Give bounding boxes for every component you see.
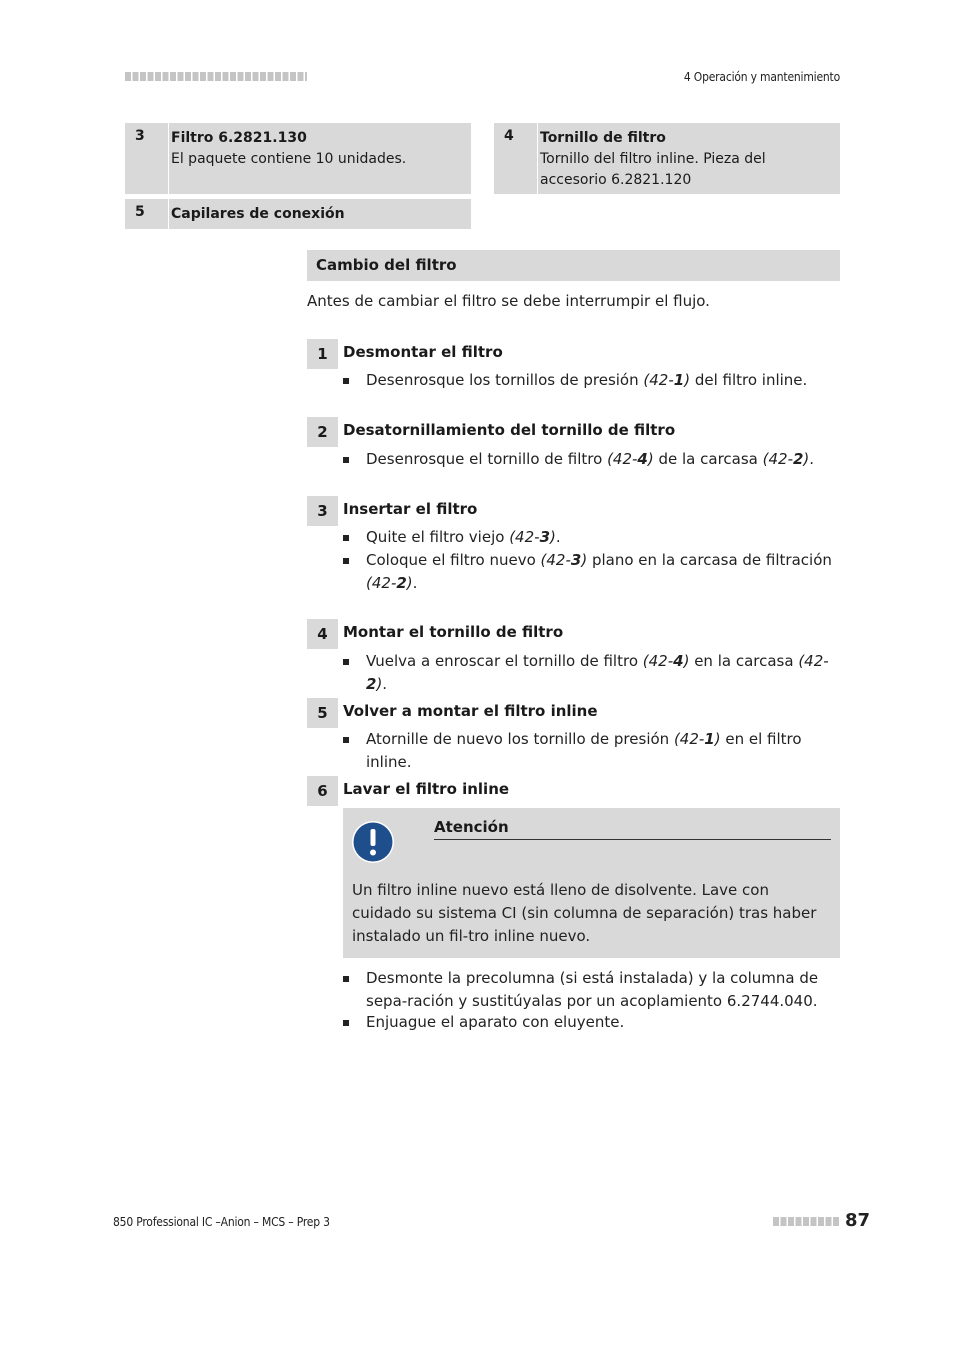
header-decoration bbox=[125, 72, 307, 81]
step-title: Insertar el filtro bbox=[343, 500, 478, 518]
bullet-square-icon bbox=[343, 378, 349, 384]
legend-title: Tornillo de filtro bbox=[540, 130, 666, 146]
step-number: 1 bbox=[307, 339, 338, 369]
step-title: Volver a montar el filtro inline bbox=[343, 702, 598, 720]
bullet-square-icon bbox=[343, 535, 349, 541]
footer-product: 850 Professional IC –Anion – MCS – Prep 3 bbox=[113, 1215, 330, 1229]
legend-title: Filtro 6.2821.130 bbox=[171, 130, 307, 146]
legend-item bbox=[125, 199, 471, 229]
bullet-square-icon bbox=[343, 659, 349, 665]
step-bullet: Coloque el filtro nuevo (42-3) plano en la carcasa de filtración (42-2). bbox=[343, 549, 833, 595]
step-bullet: Quite el filtro viejo (42-3). bbox=[343, 526, 843, 549]
step-bullet: Desmonte la precolumna (si está instalada) y la columna de sepa-ración y sustitúyalas por un acoplamiento 6.2744.040. bbox=[343, 967, 836, 1013]
legend-number: 3 bbox=[125, 123, 169, 194]
chapter-title: 4 Operación y mantenimiento bbox=[683, 70, 840, 84]
footer-decoration bbox=[773, 1217, 839, 1226]
step-number: 6 bbox=[307, 776, 338, 806]
step-number: 3 bbox=[307, 496, 338, 526]
bullet-square-icon bbox=[343, 558, 349, 564]
step-number: 5 bbox=[307, 698, 338, 728]
step-title: Desmontar el filtro bbox=[343, 343, 503, 361]
warning-note bbox=[343, 808, 840, 958]
bullet-square-icon bbox=[343, 737, 349, 743]
legend-title: Capilares de conexión bbox=[171, 206, 345, 222]
step-number: 4 bbox=[307, 619, 338, 649]
bullet-square-icon bbox=[343, 976, 349, 982]
legend-number: 5 bbox=[125, 199, 169, 229]
legend-item bbox=[125, 123, 471, 194]
bullet-square-icon bbox=[343, 457, 349, 463]
section-heading bbox=[307, 250, 840, 281]
legend-description: Tornillo del filtro inline. Pieza del accesorio 6.2821.120 bbox=[540, 151, 766, 188]
step-bullet: Vuelva a enroscar el tornillo de filtro (42-4) en la carcasa (42-2). bbox=[343, 650, 843, 696]
step-title: Montar el tornillo de filtro bbox=[343, 623, 564, 641]
step-number: 2 bbox=[307, 417, 338, 447]
legend-description: El paquete contiene 10 unidades. bbox=[171, 151, 407, 167]
section-intro: Antes de cambiar el filtro se debe interrumpir el flujo. bbox=[307, 292, 710, 310]
note-body: Un filtro inline nuevo está lleno de disolvente. Lave con cuidado su sistema CI (sin columna de separación) tras haber instalado un fil-tro inline nuevo. bbox=[352, 881, 817, 945]
step-bullet: Desenrosque los tornillos de presión (42-1) del filtro inline. bbox=[343, 369, 843, 392]
exclamation-icon bbox=[351, 820, 395, 864]
note-title: Atención bbox=[434, 818, 831, 840]
page-number: 87 bbox=[845, 1210, 871, 1231]
legend-item bbox=[494, 123, 840, 194]
step-title: Desatornillamiento del tornillo de filtro bbox=[343, 421, 676, 439]
step-title: Lavar el filtro inline bbox=[343, 780, 510, 798]
step-bullet: Desenrosque el tornillo de filtro (42-4) de la carcasa (42-2). bbox=[343, 448, 843, 471]
step-bullet: Atornille de nuevo los tornillo de presión (42-1) en el filtro inline. bbox=[343, 728, 843, 774]
legend-number: 4 bbox=[494, 123, 538, 194]
section-title: Cambio del filtro bbox=[316, 256, 457, 274]
step-bullet: Enjuague el aparato con eluyente. bbox=[343, 1011, 843, 1034]
bullet-square-icon bbox=[343, 1020, 349, 1026]
